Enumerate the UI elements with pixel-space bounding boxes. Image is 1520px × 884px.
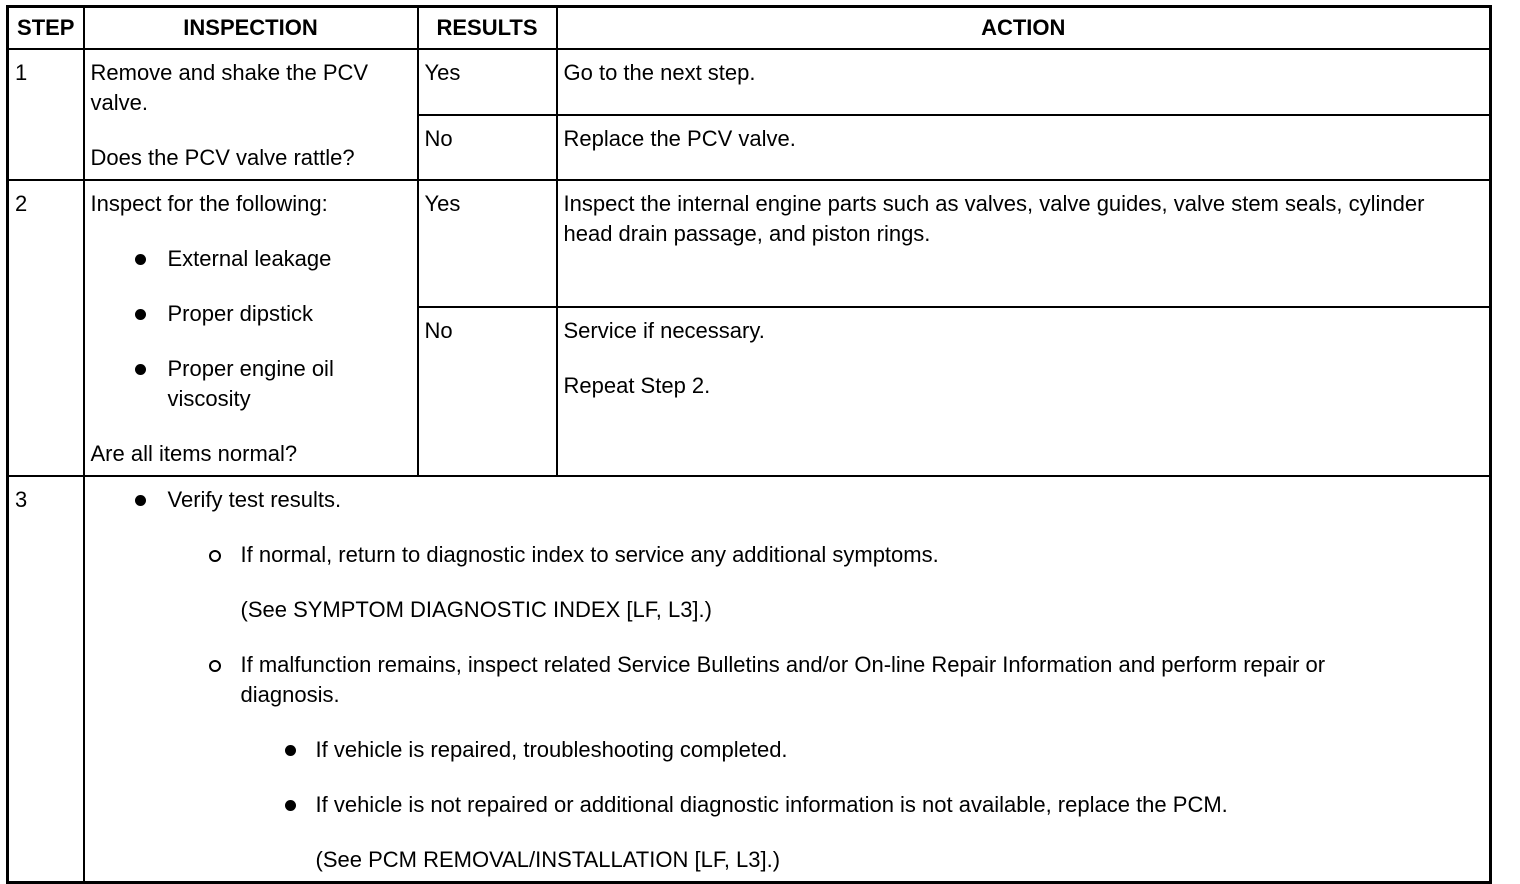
circle-bullet-icon: [209, 660, 221, 672]
step-number: 2: [15, 191, 28, 216]
inspection-cell: [84, 49, 418, 180]
list-item-text: Verify test results.: [167, 487, 342, 512]
bullet-icon: [135, 254, 146, 265]
result-no: No: [424, 317, 453, 343]
list-item-text: If normal, return to diagnostic index to service any additional symptoms.: [240, 542, 939, 567]
list-item: [91, 354, 411, 414]
list-item: [91, 299, 411, 329]
inspection-text: Remove and shake the PCV valve.: [90, 60, 369, 115]
header-results: RESULTS: [418, 7, 557, 50]
action-text: Replace the PCV valve.: [563, 125, 796, 151]
list-item-text: Proper dipstick: [167, 301, 314, 326]
list-item-text: If malfunction remains, inspect related Service Bulletins and/or On-line Repair Information and perform repair or diagnosis.: [240, 652, 1326, 707]
list-item-text: Proper engine oil viscosity: [167, 356, 334, 411]
action-text: Service if necessary.: [563, 317, 765, 343]
bullet-icon: [135, 495, 146, 506]
bullet-icon: [135, 364, 146, 375]
action-cell: [557, 307, 1491, 476]
inspection-text: Inspect for the following:: [90, 191, 328, 216]
result-cell: [418, 307, 557, 476]
action-text: Repeat Step 2.: [563, 372, 711, 398]
list-item: [91, 540, 1484, 570]
step-number-cell: [8, 476, 84, 883]
diagnostic-table: [6, 5, 1492, 884]
bullet-icon: [285, 745, 296, 756]
table-row: [8, 180, 1491, 307]
list-item: [91, 650, 1484, 710]
step-number-cell: [8, 49, 84, 180]
result-cell: [418, 180, 557, 307]
action-text: Go to the next step.: [563, 60, 756, 85]
circle-bullet-icon: [209, 550, 221, 562]
action-cell: [557, 49, 1491, 115]
step3-content-cell: [84, 476, 1491, 883]
list-item: [91, 244, 411, 274]
header-step: STEP: [8, 7, 84, 50]
result-yes: Yes: [424, 191, 461, 216]
list-item: [91, 485, 1484, 515]
header-inspection: INSPECTION: [84, 7, 418, 50]
table-row: [8, 476, 1491, 883]
reference-text: (See PCM REMOVAL/INSTALLATION [LF, L3].): [315, 847, 781, 872]
bullet-icon: [285, 800, 296, 811]
list-item: [91, 735, 1484, 765]
list-item-text: External leakage: [167, 246, 332, 271]
step-number: 1: [15, 60, 28, 85]
result-cell: [418, 49, 557, 115]
inspection-cell: [84, 180, 418, 476]
step-number: 3: [15, 487, 28, 512]
reference-text: (See SYMPTOM DIAGNOSTIC INDEX [LF, L3].): [240, 597, 712, 622]
action-cell: [557, 180, 1491, 307]
header-row: [8, 7, 1491, 50]
action-text: Inspect the internal engine parts such as valves, valve guides, valve stem seals, cylinder head drain passage, and piston rings.: [563, 191, 1425, 246]
bullet-icon: [135, 309, 146, 320]
list-item-text: If vehicle is repaired, troubleshooting completed.: [315, 737, 788, 762]
diagnostic-procedure: [6, 5, 1492, 884]
result-yes: Yes: [424, 60, 461, 85]
step-number-cell: [8, 180, 84, 476]
header-action: ACTION: [557, 7, 1491, 50]
inspection-question: Are all items normal?: [90, 441, 298, 466]
inspection-question: Does the PCV valve rattle?: [90, 145, 355, 170]
action-cell: [557, 115, 1491, 181]
list-item: [91, 790, 1484, 820]
result-cell: [418, 115, 557, 181]
list-item-text: If vehicle is not repaired or additional diagnostic information is not available, replace the PCM.: [315, 792, 1228, 817]
result-no: No: [424, 125, 453, 151]
table-row: [8, 49, 1491, 115]
